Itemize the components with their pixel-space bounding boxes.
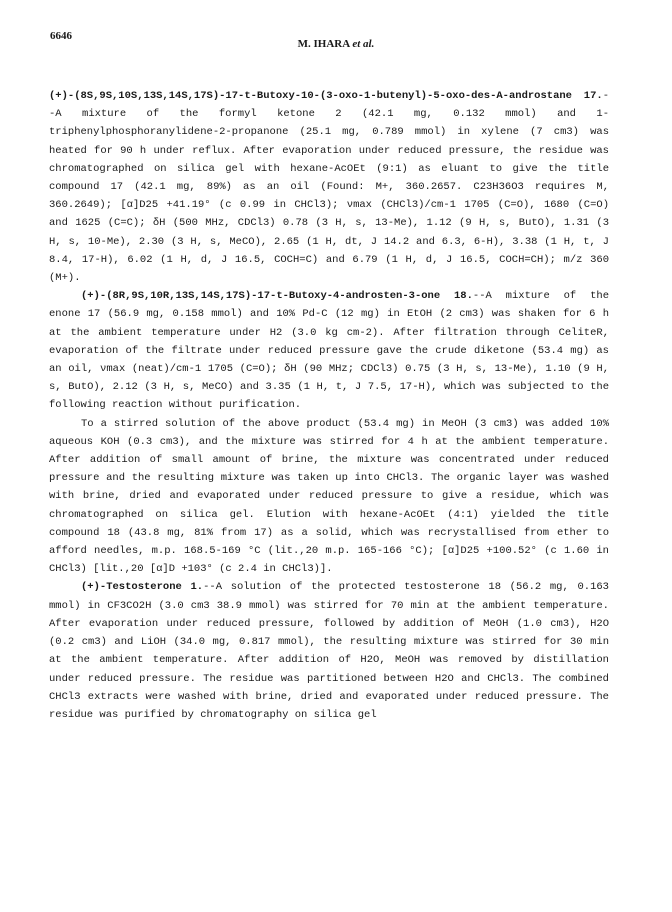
running-head-author: M. IHARA [297, 38, 350, 50]
section-testosterone [49, 578, 609, 724]
section-title: (+)-(8S,9S,10S,13S,14S,17S)-17-t-Butoxy-10-(3-oxo-1-butenyl)-5-oxo-des-A-androstane 17. [49, 90, 603, 102]
section-title: (+)-Testosterone 1. [81, 581, 204, 594]
running-head-et-al: et al. [352, 38, 375, 50]
section-compound-17 [49, 87, 609, 287]
article-body [49, 87, 609, 724]
page-number: 6646 [50, 30, 72, 42]
section-title: (+)-(8R,9S,10R,13S,14S,17S)-17-t-Butoxy-4-androsten-3-one 18. [81, 290, 473, 303]
section-text: --A mixture of the enone 17 (56.9 mg, 0.158 mmol) and 10% Pd-C (12 mg) in EtOH (2 cm3) was shaken for 6 h at the ambient temperature under H2 (3.0 kg cm-2). After filtration through CeliteR, evaporation of the filtrate under reduced pressure gave the crude diketone (53.4 mg) as an oil, νmax (neat)/cm-1 1705 (C=O); δH (90 MHz; CDCl3) 0.75 (3 H, s, 13-Me), 1.10 (9 H, s, ButO), 2.12 (3 H, s, MeCO) and 3.35 (1 H, t, J 7.5, 17-H), which was subjected to the following reaction without purification. [49, 290, 609, 412]
running-head [0, 38, 672, 50]
section-compound-18-paragraph-2: To a stirred solution of the above product (53.4 mg) in MeOH (3 cm3) was added 10% aqueous KOH (0.3 cm3), and the mixture was stirred for 4 h at the ambient temperature. After addition of small amount of brine, the mixture was concentrated under reduced pressure and the resulting mixture was taken up into CHCl3. The organic layer was washed with brine, dried and evaporated under reduced pressure to give a residue, which was chromatographed on silica gel. Elution with hexane-AcOEt (4:1) yielded the title compound 18 (43.8 mg, 81% from 17) as a solid, which was recrystallised from ether to afford needles, m.p. 168.5-169 °C (lit.,20 m.p. 165-166 °C); [α]D25 +100.52° (c 1.60 in CHCl3) [lit.,20 [α]D +103° (c 2.4 in CHCl3)]. [49, 417, 609, 576]
section-compound-18 [49, 287, 609, 414]
section-text: --A mixture of the formyl ketone 2 (42.1 mg, 0.132 mmol) and 1-triphenylphosphoranylidene-2-propanone (25.1 mg, 0.789 mmol) in xylene (7 cm3) was heated for 90 h under reflux. After evaporation under reduced pressure, the residue was chromatographed on silica gel with hexane-AcOEt (9:1) as eluant to give the title compound 17 (42.1 mg, 89%) as an oil (Found: M+, 360.2657. C23H36O3 requires M, 360.2649); [α]D25 +41.19° (c 0.99 in CHCl3); νmax (CHCl3)/cm-1 1705 (C=O), 1680 (C=O) and 1625 (C=C); δH (500 MHz, CDCl3) 0.78 (3 H, s, 13-Me), 1.12 (9 H, s, ButO), 1.31 (3 H, s, 10-Me), 2.30 (3 H, s, MeCO), 2.65 (1 H, dt, J 14.2 and 6.3, 6-H), 3.38 (1 H, t, J 8.4, 17-H), 6.02 (1 H, d, J 16.5, COCH=C) and 6.79 (1 H, d, J 16.5, COCH=CH); m/z 360 (M+). [49, 90, 609, 285]
section-text: --A solution of the protected testosterone 18 (56.2 mg, 0.163 mmol) in CF3CO2H (3.0 cm3 38.9 mmol) was stirred for 70 min at the ambient temperature. After evaporation under reduced pressure, followed by addition of MeOH (1.0 cm3), H2O (0.2 cm3) and LiOH (34.0 mg, 0.817 mmol), the resulting mixture was stirred for 30 min at the ambient temperature. After addition of H2O, MeOH was removed by distillation under reduced pressure. The residue was partitioned between H2O and CHCl3. The combined CHCl3 extracts were washed with brine, dried and evaporated under reduced pressure. The residue was purified by chromatography on silica gel [49, 581, 609, 721]
